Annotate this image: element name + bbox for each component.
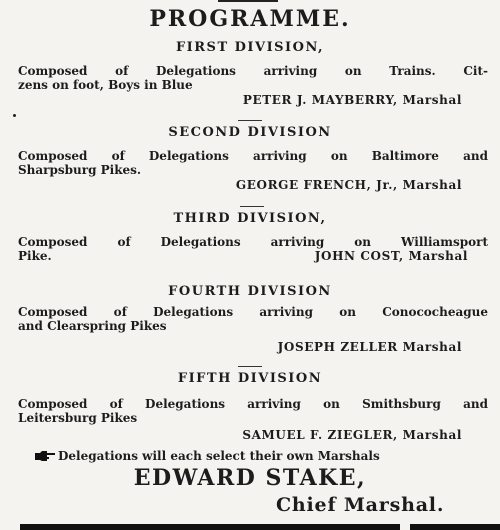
division-marshal: JOSEPH ZELLER Marshal: [277, 340, 462, 354]
marshal-note: [34, 449, 380, 463]
division-text-line: Composed of Delegations arriving on Smithsburg and: [18, 397, 488, 411]
division-text-line: Composed of Delegations arriving on Williamsport: [18, 235, 488, 249]
division-marshal: SAMUEL F. ZIEGLER, Marshal: [242, 428, 462, 442]
division-text-line: Composed of Delegations arriving on Conococheague: [18, 305, 488, 319]
section-rule: [238, 366, 262, 367]
top-rule: [218, 0, 278, 2]
division-text-line: Composed of Delegations arriving on Baltimore and: [18, 149, 488, 163]
note-text: Delegations will each select their own Marshals: [58, 449, 380, 463]
bottom-rule-segment: [410, 524, 500, 530]
division-heading-third: THIRD DIVISION,: [173, 211, 327, 226]
page-title: PROGRAMME.: [149, 6, 351, 32]
section-rule: [240, 206, 264, 207]
division-heading-second: SECOND DIVISION: [168, 125, 332, 140]
bottom-rule: [20, 524, 400, 530]
division-heading-first: FIRST DIVISION,: [175, 40, 325, 55]
division-text-line: Leitersburg Pikes: [18, 411, 138, 425]
ink-speck: [13, 114, 16, 117]
division-marshal: PETER J. MAYBERRY, Marshal: [242, 93, 462, 107]
pointing-hand-icon: [34, 449, 56, 463]
division-heading-fifth: FIFTH DIVISION: [177, 371, 323, 386]
division-text-line: Sharpsburg Pikes.: [18, 163, 142, 177]
division-text-line: zens on foot, Boys in Blue: [18, 78, 193, 92]
division-marshal: JOHN COST, Marshal: [314, 249, 468, 263]
chief-marshal-name: EDWARD STAKE,: [133, 465, 367, 491]
division-heading-fourth: FOURTH DIVISION: [168, 284, 332, 299]
division-text-line: and Clearspring Pikes: [18, 319, 167, 333]
chief-marshal-title: Chief Marshal.: [276, 494, 445, 516]
division-marshal: GEORGE FRENCH, Jr., Marshal: [235, 178, 462, 192]
division-text-fragment: Pike.: [18, 249, 52, 263]
division-text-line: Composed of Delegations arriving on Trains. Cit-: [18, 64, 488, 78]
section-rule: [238, 120, 262, 121]
